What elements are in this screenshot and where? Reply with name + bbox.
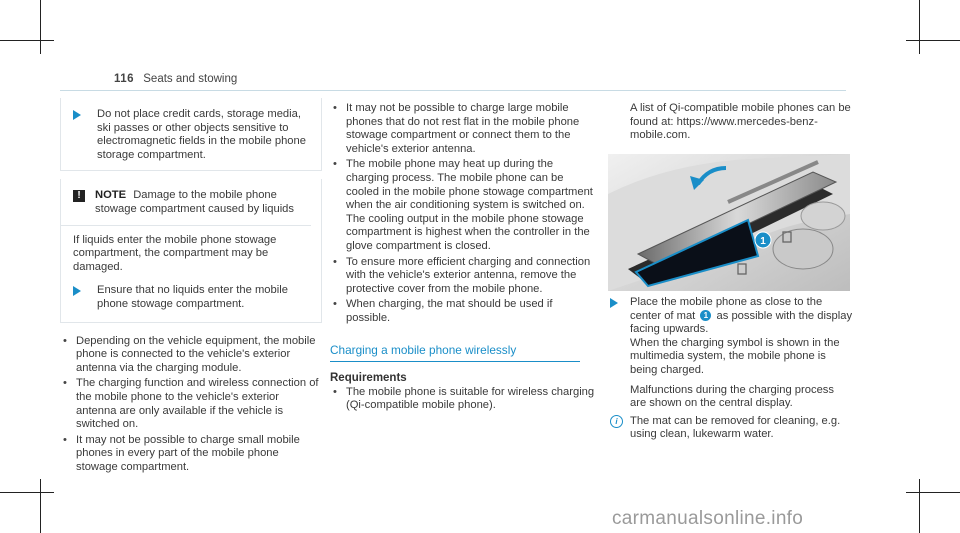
requirement-item: • The mobile phone is suitable for wireless charging (Qi-compatible mobile phone).: [330, 386, 595, 413]
note-box: [60, 179, 322, 322]
mat-callout-badge: 1: [700, 310, 711, 321]
info-icon: i: [610, 415, 623, 428]
step-text-part1: Place the mobile phone as close to the center of mat: [630, 296, 823, 322]
list-item: • When charging, the mat should be used if possible.: [330, 298, 595, 325]
crop-mark: [40, 479, 41, 533]
note-heading: [95, 189, 311, 216]
page-number: 116: [114, 73, 135, 85]
page-header: [114, 73, 237, 85]
charging-symbol-text: When the charging symbol is shown in the multimedia system, the mobile phone is being charged.: [630, 336, 840, 376]
list-item: • Depending on the vehicle equipment, the mobile phone is connected to the vehicle's exterior antenna via the charging module.: [60, 335, 322, 376]
note-step-text: Ensure that no liquids enter the mobile phone stowage compartment.: [97, 284, 288, 310]
list-item: • To ensure more efficient charging and connection with the vehicle's exterior antenna, remove the protective cover from the mobile phone.: [330, 256, 595, 297]
crop-mark: [0, 40, 54, 41]
section-title: Seats and stowing: [143, 73, 238, 85]
step-arrow-icon: [73, 286, 81, 296]
crop-mark: [919, 479, 920, 533]
note-label: NOTE: [95, 189, 127, 202]
section-heading-rule: [330, 361, 580, 362]
place-phone-step: [608, 296, 853, 411]
instruction-box: [60, 98, 322, 171]
crop-mark: [906, 492, 960, 493]
step-arrow-icon: [73, 110, 81, 120]
watermark: carmanualsonline.info: [612, 508, 804, 529]
left-column: [60, 98, 322, 476]
photo-callout-number: 1: [760, 236, 766, 247]
header-rule: [60, 90, 846, 91]
crop-mark: [919, 0, 920, 54]
malfunction-text: Malfunctions during the charging process are shown on the central display.: [630, 383, 834, 410]
list-item: • The charging function and wireless connection of the mobile phone to the vehicle's exterior antenna are only available if the vehicle is switched on.: [60, 377, 322, 431]
right-instructions: [608, 296, 853, 442]
step-text-part2: as possible with the display facing upwards.: [630, 309, 853, 336]
instruction-step: [61, 108, 311, 162]
note-body: If liquids enter the mobile phone stowage compartment, the compartment may be damaged.: [73, 233, 277, 273]
info-text: The mat can be removed for cleaning, e.g. using clean, lukewarm water.: [630, 414, 841, 441]
warning-icon: !: [73, 190, 85, 202]
middle-column: [330, 102, 595, 415]
crop-mark: [0, 492, 54, 493]
crop-mark: [906, 40, 960, 41]
intro-text: A list of Qi-compatible mobile phones can be found at: https://www.mercedes-benz-mobile.com.: [630, 102, 851, 142]
charging-mat-photo: [608, 154, 850, 291]
step-arrow-icon: [610, 298, 618, 308]
step-text: Do not place credit cards, storage media, ski passes or other objects sensitive to electromagnetic fields in the mobile phone storage compartment.: [97, 108, 306, 161]
requirements-label: Requirements: [330, 372, 407, 385]
list-item: • It may not be possible to charge small mobile phones in every part of the mobile phone stowage compartment.: [60, 434, 322, 475]
section-heading: Charging a mobile phone wirelessly: [330, 342, 517, 357]
note-divider: [61, 225, 311, 226]
note-step: [61, 284, 311, 311]
note-title: Damage to the mobile phone stowage compartment caused by liquids: [95, 189, 294, 215]
section-heading-block: [330, 344, 595, 363]
list-item: • The mobile phone may heat up during the charging process. The mobile phone can be cooled in the mobile phone stowage compartment when the air conditioning system is switched on. The cooling output in the mobile phone stowage compartment is highest when the controller in the glove compartment is closed.: [330, 158, 595, 253]
info-note: [608, 415, 853, 442]
charging-compartment-illustration: [608, 154, 850, 291]
right-column: [608, 102, 853, 143]
list-item: • It may not be possible to charge large mobile phones that do not rest flat in the mobile phone stowage compartment or connect them to the vehicle's exterior antenna.: [330, 102, 595, 156]
note-header: [61, 189, 311, 216]
crop-mark: [40, 0, 41, 54]
left-bullet-list: [60, 335, 322, 475]
